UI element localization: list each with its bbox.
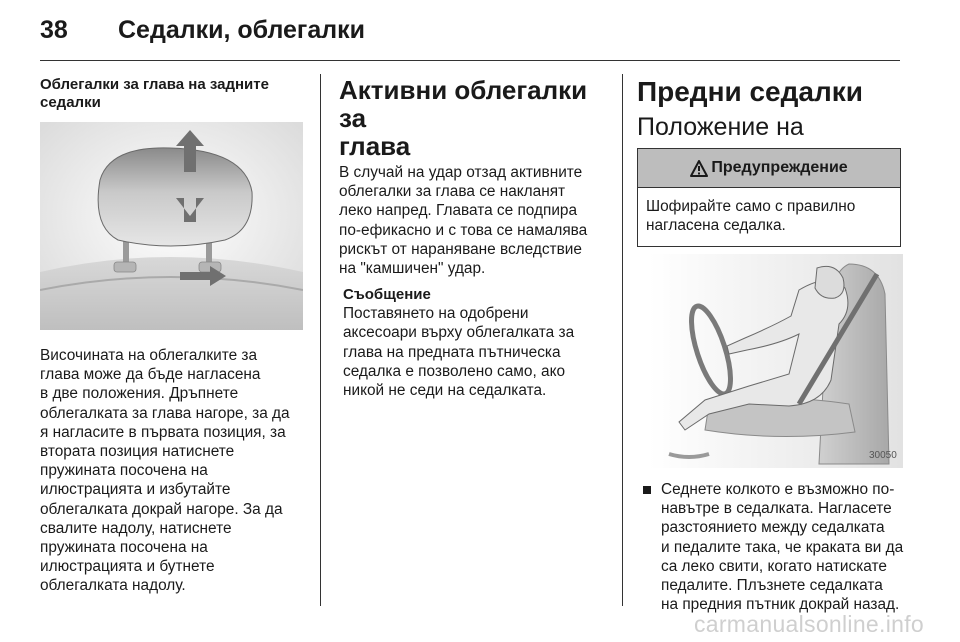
column-rear-headrests [40,76,306,596]
driver-seat-illustration [649,254,903,468]
page-title: Седалки, облегалки [118,16,366,44]
headrest-illustration [40,122,303,330]
subheading-seat-position: Положение на [637,113,804,141]
section-heading-active-headrests: Активни облегалки за глава [339,75,588,161]
warning-triangle-icon [690,160,708,177]
header-rule [40,60,900,61]
page-number: 38 [40,16,68,44]
column-front-seats [637,76,904,614]
note-block [343,286,607,400]
bullet-square-icon [643,486,651,494]
bullet-text: Седнете колкото е възможно по- навътре в седалката. Нагласете разстоянието между седалката и педалите така, че краката ви да са леко свити, когато натискате педалите. Плъзнете седалката на предния пътник докрай назад. [661,481,904,614]
active-headrest-paragraph: В случай на удар отзад активните облегалки за глава се накланят леко напред. Главата се подпира по-ефикасно и с това се намалява рискът от нараняване вследствие на "камшичен" удар. [339,164,588,278]
column-divider-1 [320,74,321,606]
warning-header [638,149,900,188]
page-header [40,16,900,46]
warning-title: Предупреждение [711,159,848,176]
column-active-headrests [339,76,607,400]
rear-headrest-paragraph: Височината на облегалките за глава може да бъде нагласена в две положения. Дръпнете облегалката за глава нагоре, за да я нагласите в първата позиция, за втората позиция натиснете пружината посочена на илюстрацията и избутайте облегалката докрай нагоре. За да свалите надолу, натиснете пружината посочена на илюстрацията и бутнете облегалката надолу. [40,347,290,595]
note-text: Поставянето на одобрени аксесоари върху облегалката за глава на предната пътническа седалка е позволено само, ако никой не седи на седалката. [343,305,575,400]
figure-code: 30050 [869,450,897,461]
watermark: carmanualsonline.info [693,611,924,637]
section-heading-front-seats: Предни седалки [637,76,863,107]
section-heading-rear-headrests: Облегалки за глава на задните седалки [40,76,269,111]
column-divider-2 [622,74,623,606]
warning-box [637,148,901,247]
warning-text: Шофирайте само с правилно нагласена седалка. [646,198,856,235]
note-heading: Съобщение [343,286,431,304]
